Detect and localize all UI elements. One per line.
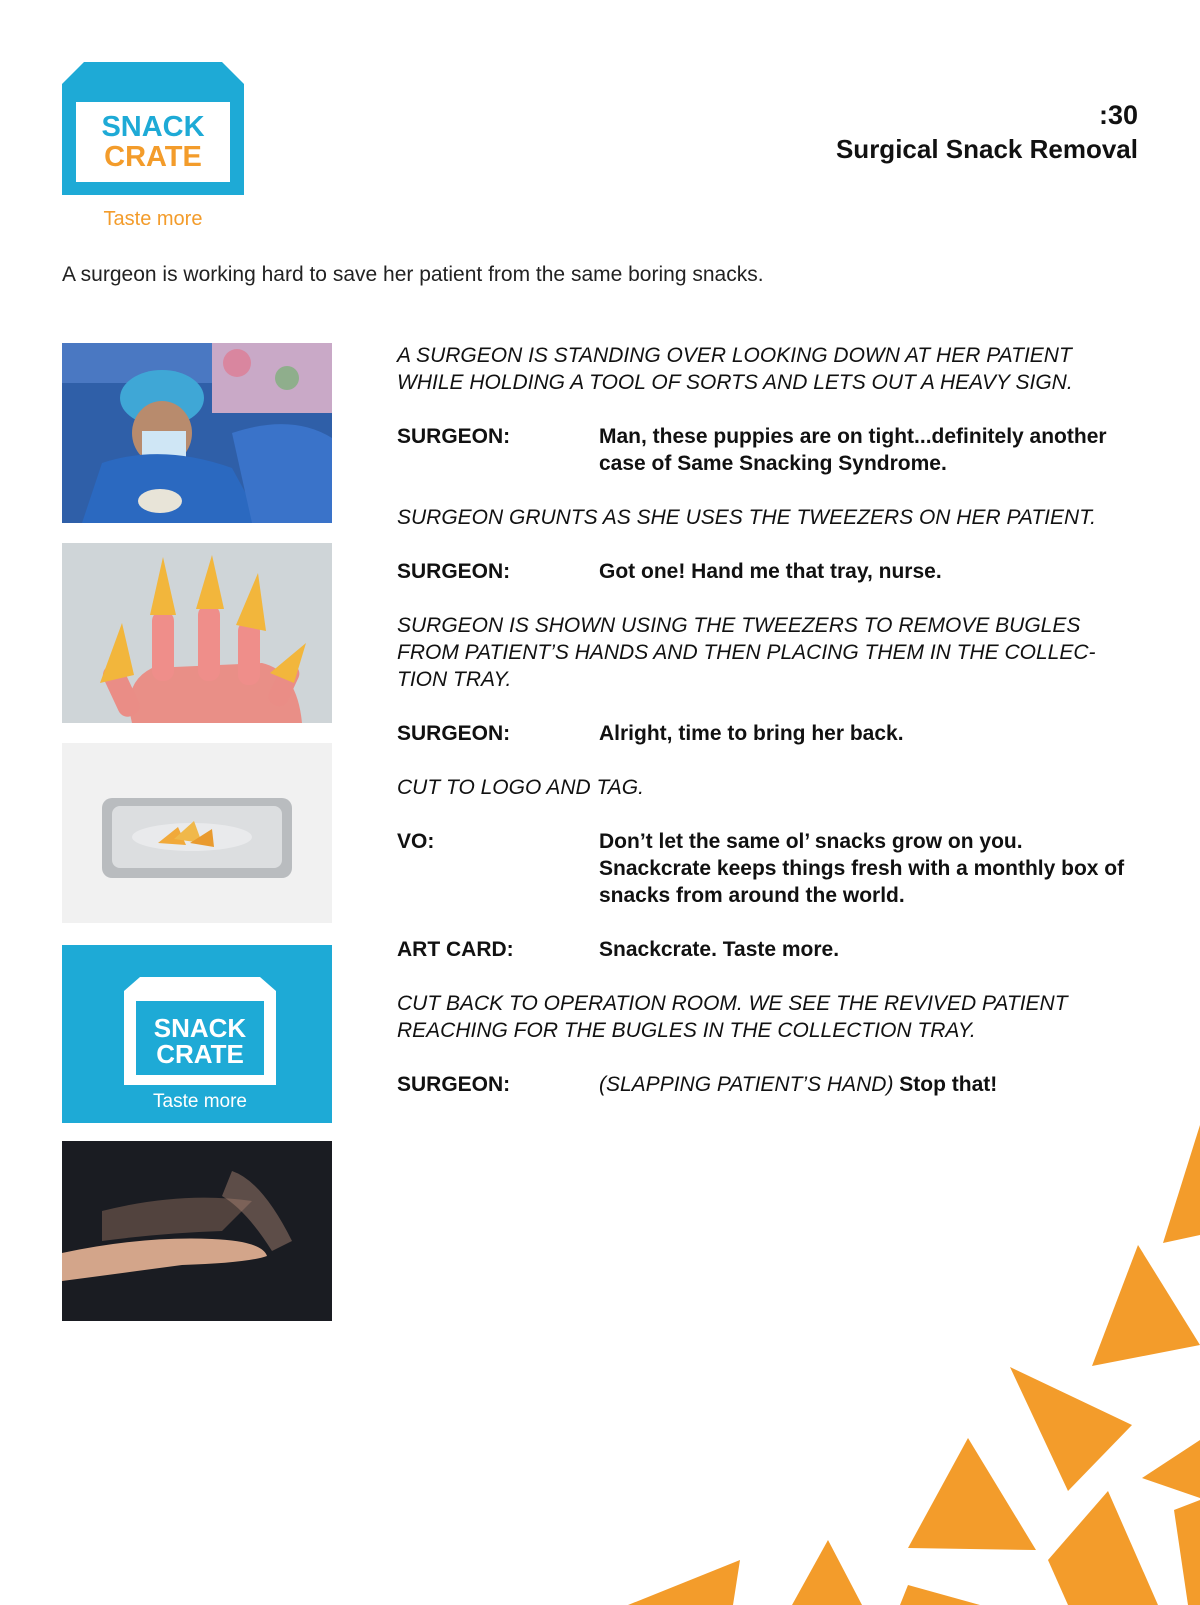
triangle-shape	[1048, 1491, 1158, 1605]
dialogue-text	[599, 828, 1137, 909]
tray-photo	[62, 743, 332, 923]
parenthetical: (SLAPPING PATIENT’S HAND)	[599, 1073, 900, 1096]
logo-text-line2: CRATE	[104, 141, 202, 173]
stage-direction: A SURGEON IS STANDING OVER LOOKING DOWN AT HER PATIENT WHILE HOLDING A TOOL OF SORTS AND LETS OUT A HEAVY SIGN.	[397, 344, 1073, 394]
triangle-shape	[1092, 1245, 1200, 1366]
speaker-label: SURGEON:	[397, 425, 511, 448]
dialogue-line	[397, 1071, 1137, 1098]
surgeon-photo	[62, 343, 332, 523]
dialogue-text	[599, 423, 1137, 477]
synopsis: A surgeon is working hard to save her patient from the same boring snacks.	[62, 263, 764, 286]
triangle-shape	[628, 1560, 740, 1605]
snack-crate-logo	[62, 62, 244, 195]
logo-card-image	[62, 945, 332, 1123]
slap-photo	[62, 1141, 332, 1321]
triangle-shape	[1010, 1367, 1132, 1491]
dialogue-text	[599, 936, 1137, 963]
stage-direction: SURGEON IS SHOWN USING THE TWEEZERS TO REMOVE BUGLES FROM PATIENT’S HANDS AND THEN PLACING THEM IN THE COLLEC-TION TRAY.	[397, 614, 1096, 691]
dialogue-line	[397, 720, 1137, 747]
speaker-label: SURGEON:	[397, 722, 511, 745]
dialogue-line	[397, 558, 1137, 585]
logo-tagline: Taste more	[103, 208, 203, 230]
speaker-label: SURGEON:	[397, 1073, 511, 1096]
triangle-shape	[908, 1438, 1036, 1550]
stage-direction: CUT TO LOGO AND TAG.	[397, 776, 644, 799]
surgeon-image	[62, 343, 332, 523]
dialogue-line	[397, 423, 1137, 477]
dialogue-text	[599, 1071, 1137, 1098]
dialogue-words: Got one! Hand me that tray, nurse.	[599, 560, 942, 583]
dialogue-words: Alright, time to bring her back.	[599, 722, 904, 745]
dialogue-text	[599, 720, 1137, 747]
dialogue-text	[599, 558, 1137, 585]
speaker-label: VO:	[397, 830, 435, 853]
logo-card	[62, 945, 332, 1123]
dialogue-words: Snackcrate. Taste more.	[599, 938, 840, 961]
card-logo-line1: SNACK	[153, 1013, 247, 1043]
hand-with-bugles-image	[62, 543, 332, 723]
dialogue-line	[397, 936, 1137, 963]
speaker-label: ART CARD:	[397, 938, 514, 961]
triangle-shape	[1174, 1500, 1200, 1605]
slapping-hand-image	[62, 1141, 332, 1321]
speaker-label: SURGEON:	[397, 560, 511, 583]
stage-direction: CUT BACK TO OPERATION ROOM. WE SEE THE REVIVED PATIENT REACHING FOR THE BUGLES IN THE COLLECTION TRAY.	[397, 992, 1068, 1042]
triangle-shape	[792, 1540, 862, 1605]
bugle-fingers-photo	[62, 543, 332, 723]
logo-text-line1: SNACK	[101, 111, 205, 143]
script-body	[397, 342, 1137, 1125]
stage-direction: SURGEON GRUNTS AS SHE USES THE TWEEZERS ON HER PATIENT.	[397, 506, 1096, 529]
dialogue-words: Don’t let the same ol’ snacks grow on you. Snackcrate keeps things fresh with a monthly box of snacks from around the world.	[599, 830, 1125, 907]
triangle-shape	[1142, 1440, 1200, 1498]
triangle-shape	[900, 1585, 980, 1605]
dialogue-words: Stop that!	[899, 1073, 998, 1096]
card-logo-line2: CRATE	[156, 1039, 244, 1069]
triangle-shape	[1163, 1125, 1200, 1243]
spot-title: Surgical Snack Removal	[835, 134, 1138, 164]
metal-tray-image	[62, 743, 332, 923]
spot-length: :30	[1098, 100, 1138, 130]
dialogue-line	[397, 828, 1137, 909]
card-tagline: Taste more	[153, 1091, 247, 1112]
spot-info	[836, 98, 1138, 166]
dialogue-words: Man, these puppies are on tight...definitely another case of Same Snacking Syndrome.	[599, 425, 1107, 475]
